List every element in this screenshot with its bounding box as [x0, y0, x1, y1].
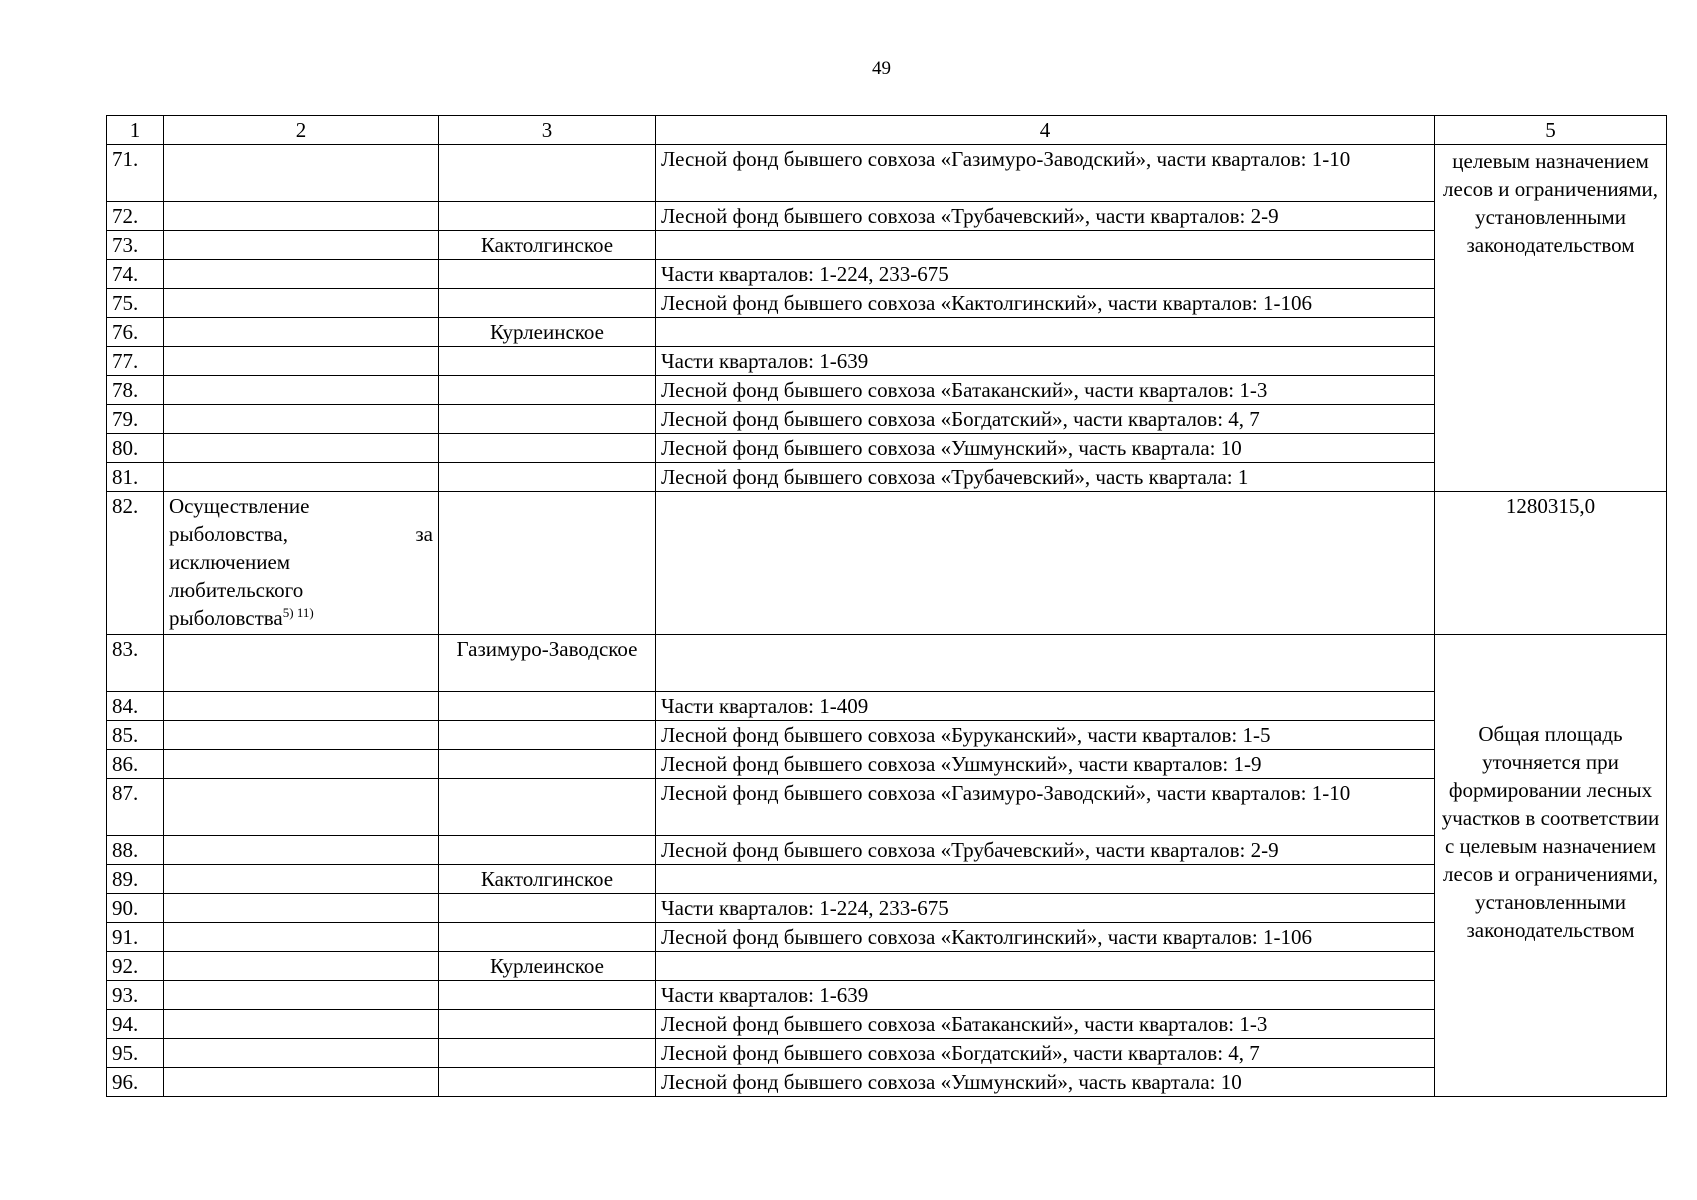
forestry-name — [439, 1039, 656, 1068]
activity-line-justified — [169, 520, 433, 548]
activity-type-cell — [164, 202, 439, 231]
quarters-description: Лесной фонд бывшего совхоза «Богдатский», части кварталов: 4, 7 — [656, 1039, 1435, 1068]
forestry-name — [439, 779, 656, 836]
quarters-description: Части кварталов: 1-409 — [656, 692, 1435, 721]
activity-type-cell — [164, 865, 439, 894]
activity-type-cell — [164, 1010, 439, 1039]
table-row — [107, 1068, 1667, 1097]
quarters-description: Лесной фонд бывшего совхоза «Кактолгинский», части кварталов: 1-106 — [656, 289, 1435, 318]
table-row — [107, 347, 1667, 376]
forestry-name: Кактолгинское — [439, 865, 656, 894]
table-block-2 — [107, 635, 1667, 1097]
row-number: 81. — [107, 463, 164, 492]
quarters-cell — [656, 492, 1435, 635]
row-number: 94. — [107, 1010, 164, 1039]
forestry-name — [439, 260, 656, 289]
row-number: 86. — [107, 750, 164, 779]
table-row — [107, 231, 1667, 260]
activity-type-cell — [164, 405, 439, 434]
activity-type-cell — [164, 836, 439, 865]
area-note: целевым назначением лесов и ограничениями, установленными законодательством — [1435, 145, 1667, 492]
quarters-description: Лесной фонд бывшего совхоза «Газимуро-Заводский», части кварталов: 1-10 — [656, 779, 1435, 836]
activity-line: рыболовства, — [169, 522, 288, 546]
forestry-name — [439, 434, 656, 463]
quarters-description: Лесной фонд бывшего совхоза «Ушмунский», часть квартала: 10 — [656, 434, 1435, 463]
forestry-name — [439, 923, 656, 952]
forestry-name: Кактолгинское — [439, 231, 656, 260]
activity-type-cell — [164, 923, 439, 952]
activity-type-cell — [164, 463, 439, 492]
row-number: 91. — [107, 923, 164, 952]
table-row — [107, 260, 1667, 289]
table-row — [107, 202, 1667, 231]
activity-line: рыболовства — [169, 606, 283, 630]
activity-line: исключением — [169, 550, 291, 574]
row-number: 77. — [107, 347, 164, 376]
row-number: 76. — [107, 318, 164, 347]
table-row — [107, 721, 1667, 750]
quarters-description — [656, 318, 1435, 347]
row-number: 80. — [107, 434, 164, 463]
row-number: 78. — [107, 376, 164, 405]
table-row — [107, 1010, 1667, 1039]
activity-type-cell — [164, 692, 439, 721]
row-number: 83. — [107, 635, 164, 692]
header-col-2: 2 — [164, 116, 439, 145]
table-row — [107, 836, 1667, 865]
activity-type-cell — [164, 981, 439, 1010]
forestry-name — [439, 463, 656, 492]
activity-line: за — [415, 522, 433, 546]
header-col-1: 1 — [107, 116, 164, 145]
activity-type-cell — [164, 635, 439, 692]
forestry-name — [439, 1010, 656, 1039]
quarters-description — [656, 635, 1435, 692]
forestry-name: Курлеинское — [439, 952, 656, 981]
table-row — [107, 865, 1667, 894]
row-number: 85. — [107, 721, 164, 750]
forestry-name: Газимуро-Заводское — [439, 635, 656, 692]
quarters-description: Лесной фонд бывшего совхоза «Богдатский», части кварталов: 4, 7 — [656, 405, 1435, 434]
forestry-cell — [439, 492, 656, 635]
forestry-name — [439, 376, 656, 405]
table-row — [107, 981, 1667, 1010]
quarters-description: Лесной фонд бывшего совхоза «Кактолгинский», части кварталов: 1-106 — [656, 923, 1435, 952]
row-number: 93. — [107, 981, 164, 1010]
activity-type-cell — [164, 1039, 439, 1068]
table-row — [107, 289, 1667, 318]
header-col-3: 3 — [439, 116, 656, 145]
page-number: 49 — [872, 58, 891, 79]
activity-type-cell — [164, 894, 439, 923]
row-number: 72. — [107, 202, 164, 231]
row-number: 96. — [107, 1068, 164, 1097]
quarters-description: Лесной фонд бывшего совхоза «Буруканский», части кварталов: 1-5 — [656, 721, 1435, 750]
activity-type-cell — [164, 318, 439, 347]
quarters-description: Лесной фонд бывшего совхоза «Батаканский», части кварталов: 1-3 — [656, 376, 1435, 405]
quarters-description: Лесной фонд бывшего совхоза «Ушмунский», части кварталов: 1-9 — [656, 750, 1435, 779]
forestry-name: Курлеинское — [439, 318, 656, 347]
header-col-5: 5 — [1435, 116, 1667, 145]
forestry-name — [439, 836, 656, 865]
table-row — [107, 923, 1667, 952]
table-row — [107, 145, 1667, 202]
forestry-name — [439, 289, 656, 318]
row-number: 75. — [107, 289, 164, 318]
quarters-description: Лесной фонд бывшего совхоза «Ушмунский», часть квартала: 10 — [656, 1068, 1435, 1097]
row-number: 88. — [107, 836, 164, 865]
activity-type-cell — [164, 492, 439, 635]
quarters-description: Части кварталов: 1-224, 233-675 — [656, 894, 1435, 923]
forestry-name — [439, 405, 656, 434]
quarters-description: Лесной фонд бывшего совхоза «Трубачевский», части кварталов: 2-9 — [656, 836, 1435, 865]
table-row-82 — [107, 492, 1667, 635]
table-row — [107, 779, 1667, 836]
quarters-description — [656, 952, 1435, 981]
table-row — [107, 376, 1667, 405]
table-row — [107, 692, 1667, 721]
forestry-name — [439, 1068, 656, 1097]
activity-type-cell — [164, 750, 439, 779]
activity-type-cell — [164, 434, 439, 463]
footnote-marker: 5) 11) — [282, 605, 314, 620]
activity-type-cell — [164, 779, 439, 836]
activity-type-cell — [164, 260, 439, 289]
table-row — [107, 952, 1667, 981]
forestry-name — [439, 894, 656, 923]
row-number: 90. — [107, 894, 164, 923]
row-number: 95. — [107, 1039, 164, 1068]
forest-use-table — [106, 115, 1667, 1097]
forestry-name — [439, 692, 656, 721]
row-number: 87. — [107, 779, 164, 836]
row-number: 89. — [107, 865, 164, 894]
activity-line-with-footnote — [169, 604, 433, 632]
row-number: 84. — [107, 692, 164, 721]
quarters-description — [656, 231, 1435, 260]
activity-type-cell — [164, 145, 439, 202]
activity-line: Осуществление — [169, 494, 310, 518]
quarters-description: Части кварталов: 1-639 — [656, 347, 1435, 376]
row-number: 92. — [107, 952, 164, 981]
activity-type-cell — [164, 231, 439, 260]
table-row — [107, 635, 1667, 692]
forestry-name — [439, 145, 656, 202]
row-number: 73. — [107, 231, 164, 260]
quarters-description: Лесной фонд бывшего совхоза «Батаканский», части кварталов: 1-3 — [656, 1010, 1435, 1039]
row-number: 71. — [107, 145, 164, 202]
row-number: 82. — [107, 492, 164, 635]
activity-type-cell — [164, 289, 439, 318]
activity-line: любительского — [169, 578, 304, 602]
quarters-description: Лесной фонд бывшего совхоза «Газимуро-Заводский», части кварталов: 1-10 — [656, 145, 1435, 202]
forestry-name — [439, 721, 656, 750]
table-row — [107, 434, 1667, 463]
table-row — [107, 405, 1667, 434]
activity-type-cell — [164, 1068, 439, 1097]
row-number: 79. — [107, 405, 164, 434]
table-block-1 — [107, 145, 1667, 492]
table-row — [107, 1039, 1667, 1068]
forestry-name — [439, 347, 656, 376]
forestry-name — [439, 981, 656, 1010]
activity-type-cell — [164, 721, 439, 750]
quarters-description: Лесной фонд бывшего совхоза «Трубачевский», часть квартала: 1 — [656, 463, 1435, 492]
quarters-description: Лесной фонд бывшего совхоза «Трубачевский», части кварталов: 2-9 — [656, 202, 1435, 231]
quarters-description: Части кварталов: 1-224, 233-675 — [656, 260, 1435, 289]
quarters-description — [656, 865, 1435, 894]
table-row — [107, 750, 1667, 779]
activity-type-cell — [164, 376, 439, 405]
header-col-4: 4 — [656, 116, 1435, 145]
forestry-name — [439, 750, 656, 779]
activity-type-cell — [164, 952, 439, 981]
quarters-description: Части кварталов: 1-639 — [656, 981, 1435, 1010]
area-value: 1280315,0 — [1435, 492, 1667, 635]
table-row — [107, 894, 1667, 923]
table-row — [107, 463, 1667, 492]
row-number: 74. — [107, 260, 164, 289]
activity-type-cell — [164, 347, 439, 376]
area-note: Общая площадь уточняется при формировании лесных участков в соответствии с целевым назначением лесов и ограничениями, установленными законодательством — [1435, 635, 1667, 1097]
table-row — [107, 318, 1667, 347]
header-row — [107, 116, 1667, 145]
forestry-name — [439, 202, 656, 231]
